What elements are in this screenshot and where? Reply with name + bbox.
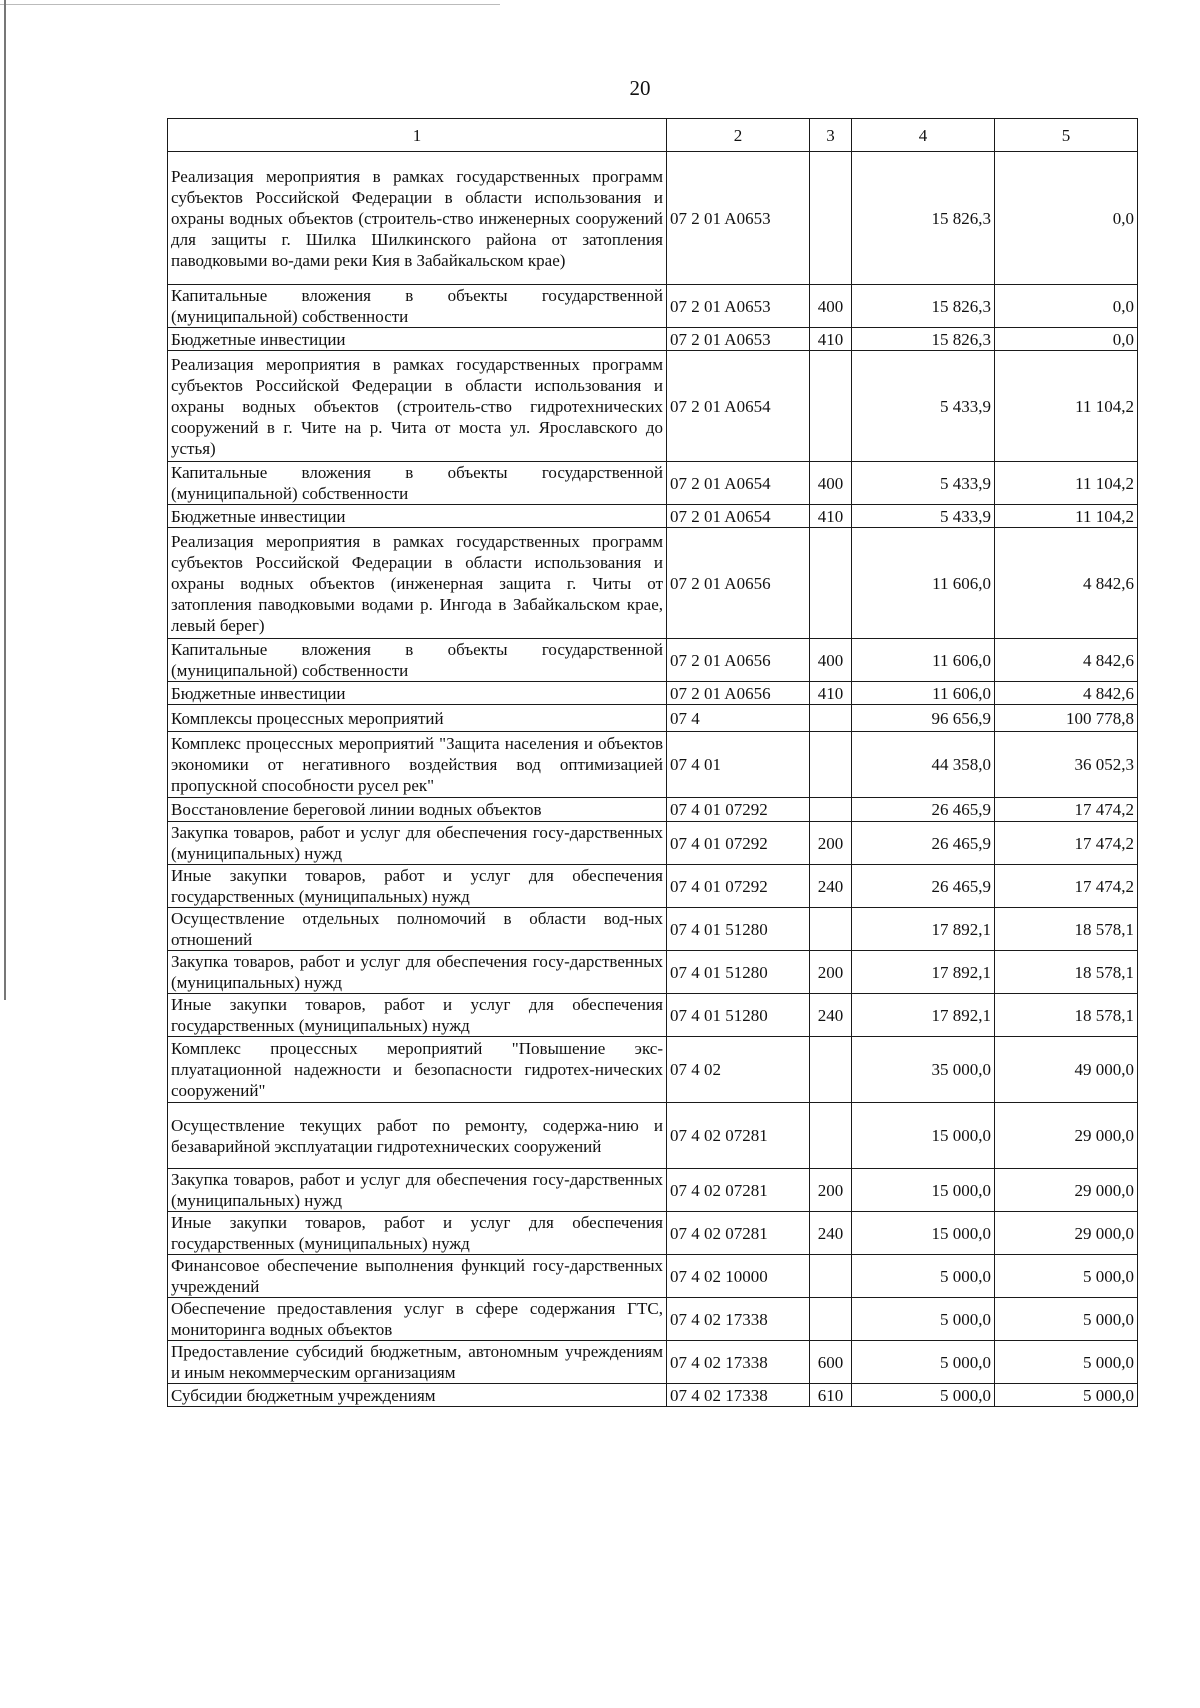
item-name: Реализация мероприятия в рамках государственных программ субъектов Российской Федерации в области использования и охраны водных объектов (строитель-ство инженерных сооружений для защиты г. Шилка Шилкинского района от затопления паводковыми во-дами реки Кия в Забайкальском крае) [168,152,667,285]
amount-year-2: 0,0 [995,152,1138,285]
table-row [168,152,1138,285]
target-code: 07 2 01 A0656 [667,682,810,705]
target-code: 07 2 01 A0654 [667,351,810,462]
column-header-4: 4 [852,119,995,152]
table-row [168,705,1138,732]
item-name: Закупка товаров, работ и услуг для обеспечения госу-дарственных (муниципальных) нужд [168,1169,667,1212]
target-code: 07 4 01 51280 [667,994,810,1037]
amount-year-2: 18 578,1 [995,951,1138,994]
table-body [168,152,1138,1407]
table-row [168,798,1138,822]
scan-edge-left [4,0,6,1000]
amount-year-1: 5 000,0 [852,1298,995,1341]
amount-year-2: 17 474,2 [995,865,1138,908]
expense-type: 240 [810,1212,852,1255]
expense-type: 200 [810,951,852,994]
item-name: Бюджетные инвестиции [168,328,667,351]
item-name: Комплексы процессных мероприятий [168,705,667,732]
amount-year-1: 15 000,0 [852,1212,995,1255]
scan-edge-top [0,4,500,5]
column-header-1: 1 [168,119,667,152]
item-name: Капитальные вложения в объекты государственной (муниципальной) собственности [168,639,667,682]
target-code: 07 2 01 A0653 [667,328,810,351]
page-number: 20 [629,76,651,100]
target-code: 07 2 01 A0654 [667,505,810,528]
amount-year-2: 29 000,0 [995,1103,1138,1169]
amount-year-1: 5 433,9 [852,462,995,505]
target-code: 07 4 02 07281 [667,1169,810,1212]
amount-year-2: 4 842,6 [995,528,1138,639]
item-name: Комплекс процессных мероприятий "Защита населения и объектов экономики от негативного воздействия вод оптимизацией пропускной способности русел рек" [168,732,667,798]
target-code: 07 4 02 [667,1037,810,1103]
target-code: 07 4 01 51280 [667,908,810,951]
expense-type [810,1298,852,1341]
expense-type: 200 [810,1169,852,1212]
item-name: Иные закупки товаров, работ и услуг для обеспечения государственных (муниципальных) нужд [168,1212,667,1255]
expense-type [810,1037,852,1103]
item-name: Осуществление отдельных полномочий в области вод-ных отношений [168,908,667,951]
expense-type: 410 [810,682,852,705]
item-name: Финансовое обеспечение выполнения функций госу-дарственных учреждений [168,1255,667,1298]
item-name: Комплекс процессных мероприятий "Повышение экс-плуатационной надежности и безопасности гидротех-нических сооружений" [168,1037,667,1103]
table-row [168,951,1138,994]
amount-year-2: 4 842,6 [995,682,1138,705]
amount-year-1: 17 892,1 [852,951,995,994]
target-code: 07 4 02 17338 [667,1384,810,1407]
expense-type: 600 [810,1341,852,1384]
target-code: 07 4 02 07281 [667,1212,810,1255]
item-name: Осуществление текущих работ по ремонту, содержа-нию и безаварийной эксплуатации гидротехнических сооружений [168,1103,667,1169]
amount-year-2: 29 000,0 [995,1212,1138,1255]
header-row [168,119,1138,152]
expense-type: 400 [810,462,852,505]
expense-type: 240 [810,865,852,908]
amount-year-1: 15 826,3 [852,328,995,351]
expense-type: 410 [810,328,852,351]
table-row [168,1384,1138,1407]
amount-year-1: 26 465,9 [852,798,995,822]
target-code: 07 2 01 A0656 [667,528,810,639]
expense-type [810,351,852,462]
expense-type: 400 [810,285,852,328]
table-row [168,351,1138,462]
amount-year-2: 18 578,1 [995,994,1138,1037]
amount-year-1: 11 606,0 [852,528,995,639]
target-code: 07 4 02 10000 [667,1255,810,1298]
amount-year-1: 5 000,0 [852,1341,995,1384]
item-name: Бюджетные инвестиции [168,505,667,528]
expense-type: 200 [810,822,852,865]
target-code: 07 4 02 07281 [667,1103,810,1169]
item-name: Закупка товаров, работ и услуг для обеспечения госу-дарственных (муниципальных) нужд [168,822,667,865]
amount-year-1: 17 892,1 [852,908,995,951]
item-name: Восстановление береговой линии водных объектов [168,798,667,822]
amount-year-1: 15 000,0 [852,1103,995,1169]
table-row [168,1037,1138,1103]
item-name: Капитальные вложения в объекты государственной (муниципальной) собственности [168,462,667,505]
amount-year-2: 18 578,1 [995,908,1138,951]
target-code: 07 2 01 A0654 [667,462,810,505]
amount-year-2: 5 000,0 [995,1255,1138,1298]
target-code: 07 2 01 A0653 [667,152,810,285]
expense-type: 410 [810,505,852,528]
target-code: 07 2 01 A0653 [667,285,810,328]
item-name: Бюджетные инвестиции [168,682,667,705]
expense-type [810,528,852,639]
expense-type [810,1103,852,1169]
item-name: Закупка товаров, работ и услуг для обеспечения госу-дарственных (муниципальных) нужд [168,951,667,994]
amount-year-2: 100 778,8 [995,705,1138,732]
amount-year-2: 0,0 [995,285,1138,328]
amount-year-1: 96 656,9 [852,705,995,732]
item-name: Субсидии бюджетным учреждениям [168,1384,667,1407]
target-code: 07 4 01 [667,732,810,798]
table-row [168,528,1138,639]
table-row [168,1212,1138,1255]
amount-year-1: 5 000,0 [852,1384,995,1407]
expense-type [810,152,852,285]
table-row [168,732,1138,798]
amount-year-1: 44 358,0 [852,732,995,798]
amount-year-2: 11 104,2 [995,351,1138,462]
expense-type [810,732,852,798]
target-code: 07 2 01 A0656 [667,639,810,682]
target-code: 07 4 01 51280 [667,951,810,994]
amount-year-1: 11 606,0 [852,639,995,682]
expense-type [810,908,852,951]
amount-year-2: 29 000,0 [995,1169,1138,1212]
amount-year-1: 5 433,9 [852,505,995,528]
table-row [168,1298,1138,1341]
item-name: Предоставление субсидий бюджетным, автономным учреждениям и иным некоммерческим организациям [168,1341,667,1384]
amount-year-2: 17 474,2 [995,822,1138,865]
table-row [168,1255,1138,1298]
item-name: Обеспечение предоставления услуг в сфере содержания ГТС, мониторинга водных объектов [168,1298,667,1341]
expense-type: 400 [810,639,852,682]
amount-year-2: 4 842,6 [995,639,1138,682]
item-name: Реализация мероприятия в рамках государственных программ субъектов Российской Федерации в области использования и охраны водных объектов (строитель-ство гидротехнических сооружений в г. Чите на р. Чита от моста ул. Ярославского до устья) [168,351,667,462]
table-row [168,285,1138,328]
target-code: 07 4 02 17338 [667,1341,810,1384]
amount-year-1: 35 000,0 [852,1037,995,1103]
target-code: 07 4 01 07292 [667,822,810,865]
column-header-2: 2 [667,119,810,152]
table-row [168,639,1138,682]
budget-table [167,118,1138,1407]
amount-year-2: 5 000,0 [995,1384,1138,1407]
amount-year-2: 0,0 [995,328,1138,351]
table-row [168,994,1138,1037]
amount-year-2: 36 052,3 [995,732,1138,798]
amount-year-1: 11 606,0 [852,682,995,705]
amount-year-1: 15 000,0 [852,1169,995,1212]
table-row [168,1103,1138,1169]
table-row [168,462,1138,505]
item-name: Капитальные вложения в объекты государственной (муниципальной) собственности [168,285,667,328]
expense-type: 610 [810,1384,852,1407]
amount-year-1: 26 465,9 [852,822,995,865]
table-row [168,865,1138,908]
expense-type [810,705,852,732]
table-row [168,682,1138,705]
column-header-5: 5 [995,119,1138,152]
target-code: 07 4 02 17338 [667,1298,810,1341]
table-row [168,1169,1138,1212]
target-code: 07 4 01 07292 [667,865,810,908]
table-row [168,505,1138,528]
amount-year-1: 17 892,1 [852,994,995,1037]
expense-type: 240 [810,994,852,1037]
amount-year-1: 5 000,0 [852,1255,995,1298]
target-code: 07 4 [667,705,810,732]
amount-year-1: 15 826,3 [852,285,995,328]
target-code: 07 4 01 07292 [667,798,810,822]
amount-year-1: 15 826,3 [852,152,995,285]
amount-year-1: 5 433,9 [852,351,995,462]
amount-year-2: 5 000,0 [995,1298,1138,1341]
amount-year-1: 26 465,9 [852,865,995,908]
amount-year-2: 11 104,2 [995,462,1138,505]
table-row [168,822,1138,865]
amount-year-2: 11 104,2 [995,505,1138,528]
table-row [168,1341,1138,1384]
item-name: Иные закупки товаров, работ и услуг для обеспечения государственных (муниципальных) нужд [168,865,667,908]
table-row [168,908,1138,951]
table-row [168,328,1138,351]
amount-year-2: 49 000,0 [995,1037,1138,1103]
item-name: Иные закупки товаров, работ и услуг для обеспечения государственных (муниципальных) нужд [168,994,667,1037]
amount-year-2: 17 474,2 [995,798,1138,822]
amount-year-2: 5 000,0 [995,1341,1138,1384]
item-name: Реализация мероприятия в рамках государственных программ субъектов Российской Федерации в области использования и охраны водных объектов (инженерная защита г. Читы от затопления паводковыми водами р. Ингода в Забайкальском крае, левый берег) [168,528,667,639]
column-header-3: 3 [810,119,852,152]
expense-type [810,798,852,822]
expense-type [810,1255,852,1298]
